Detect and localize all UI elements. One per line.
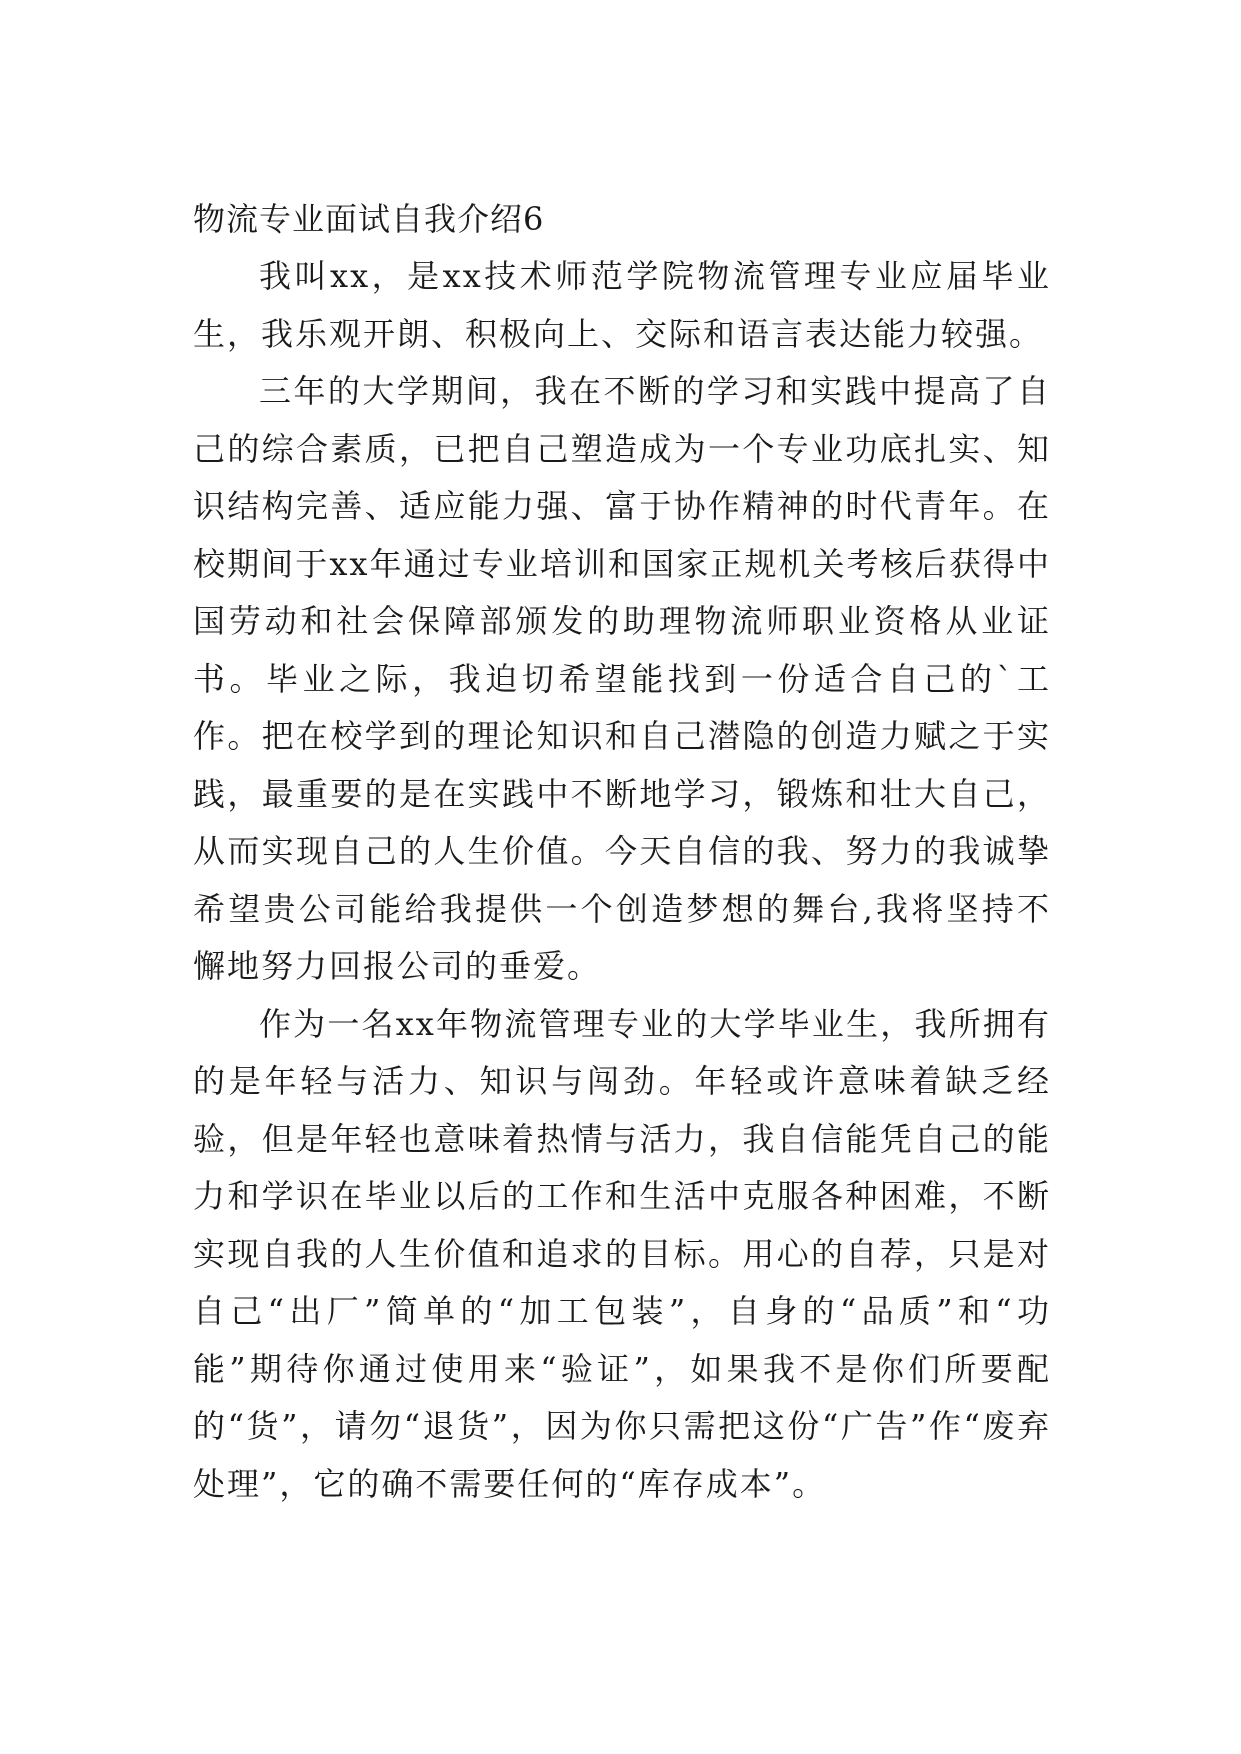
paragraph-1: 我叫xx，是xx技术师范学院物流管理专业应届毕业生，我乐观开朗、积极向上、交际和语言表达能力较强。 xyxy=(193,257,1051,353)
paragraph-2: 三年的大学期间，我在不断的学习和实践中提高了自己的综合素质，已把自己塑造成为一个专业功底扎实、知识结构完善、适应能力强、富于协作精神的时代青年。在校期间于xx年通过专业培训和国家正规机关考核后获得中国劳动和社会保障部颁发的助理物流师职业资格从业证书。毕业之际，我迫切希望能找到一份适合自己的`工作。把在校学到的理论知识和自己潜隐的创造力赋之于实践，最重要的是在实践中不断地学习，锻炼和壮大自己，从而实现自己的人生价值。今天自信的我、努力的我诚挚希望贵公司能给我提供一个创造梦想的舞台,我将坚持不懈地努力回报公司的垂爱。 xyxy=(193,372,1051,985)
document-title: 物流专业面试自我介绍6 xyxy=(193,200,545,238)
paragraph-3: 作为一名xx年物流管理专业的大学毕业生，我所拥有的是年轻与活力、知识与闯劲。年轻或许意味着缺乏经验，但是年轻也意味着热情与活力，我自信能凭自己的能力和学识在毕业以后的工作和生活中克服各种困难，不断实现自我的人生价值和追求的目标。用心的自荐，只是对自己“出厂”简单的“加工包装”，自身的“品质”和“功能”期待你通过使用来“验证”，如果我不是你们所要配的“货”，请勿“退货”，因为你只需把这份“广告”作“废弃处理”，它的确不需要任何的“库存成本”。 xyxy=(193,1004,1051,1503)
document-body xyxy=(193,190,1051,1513)
